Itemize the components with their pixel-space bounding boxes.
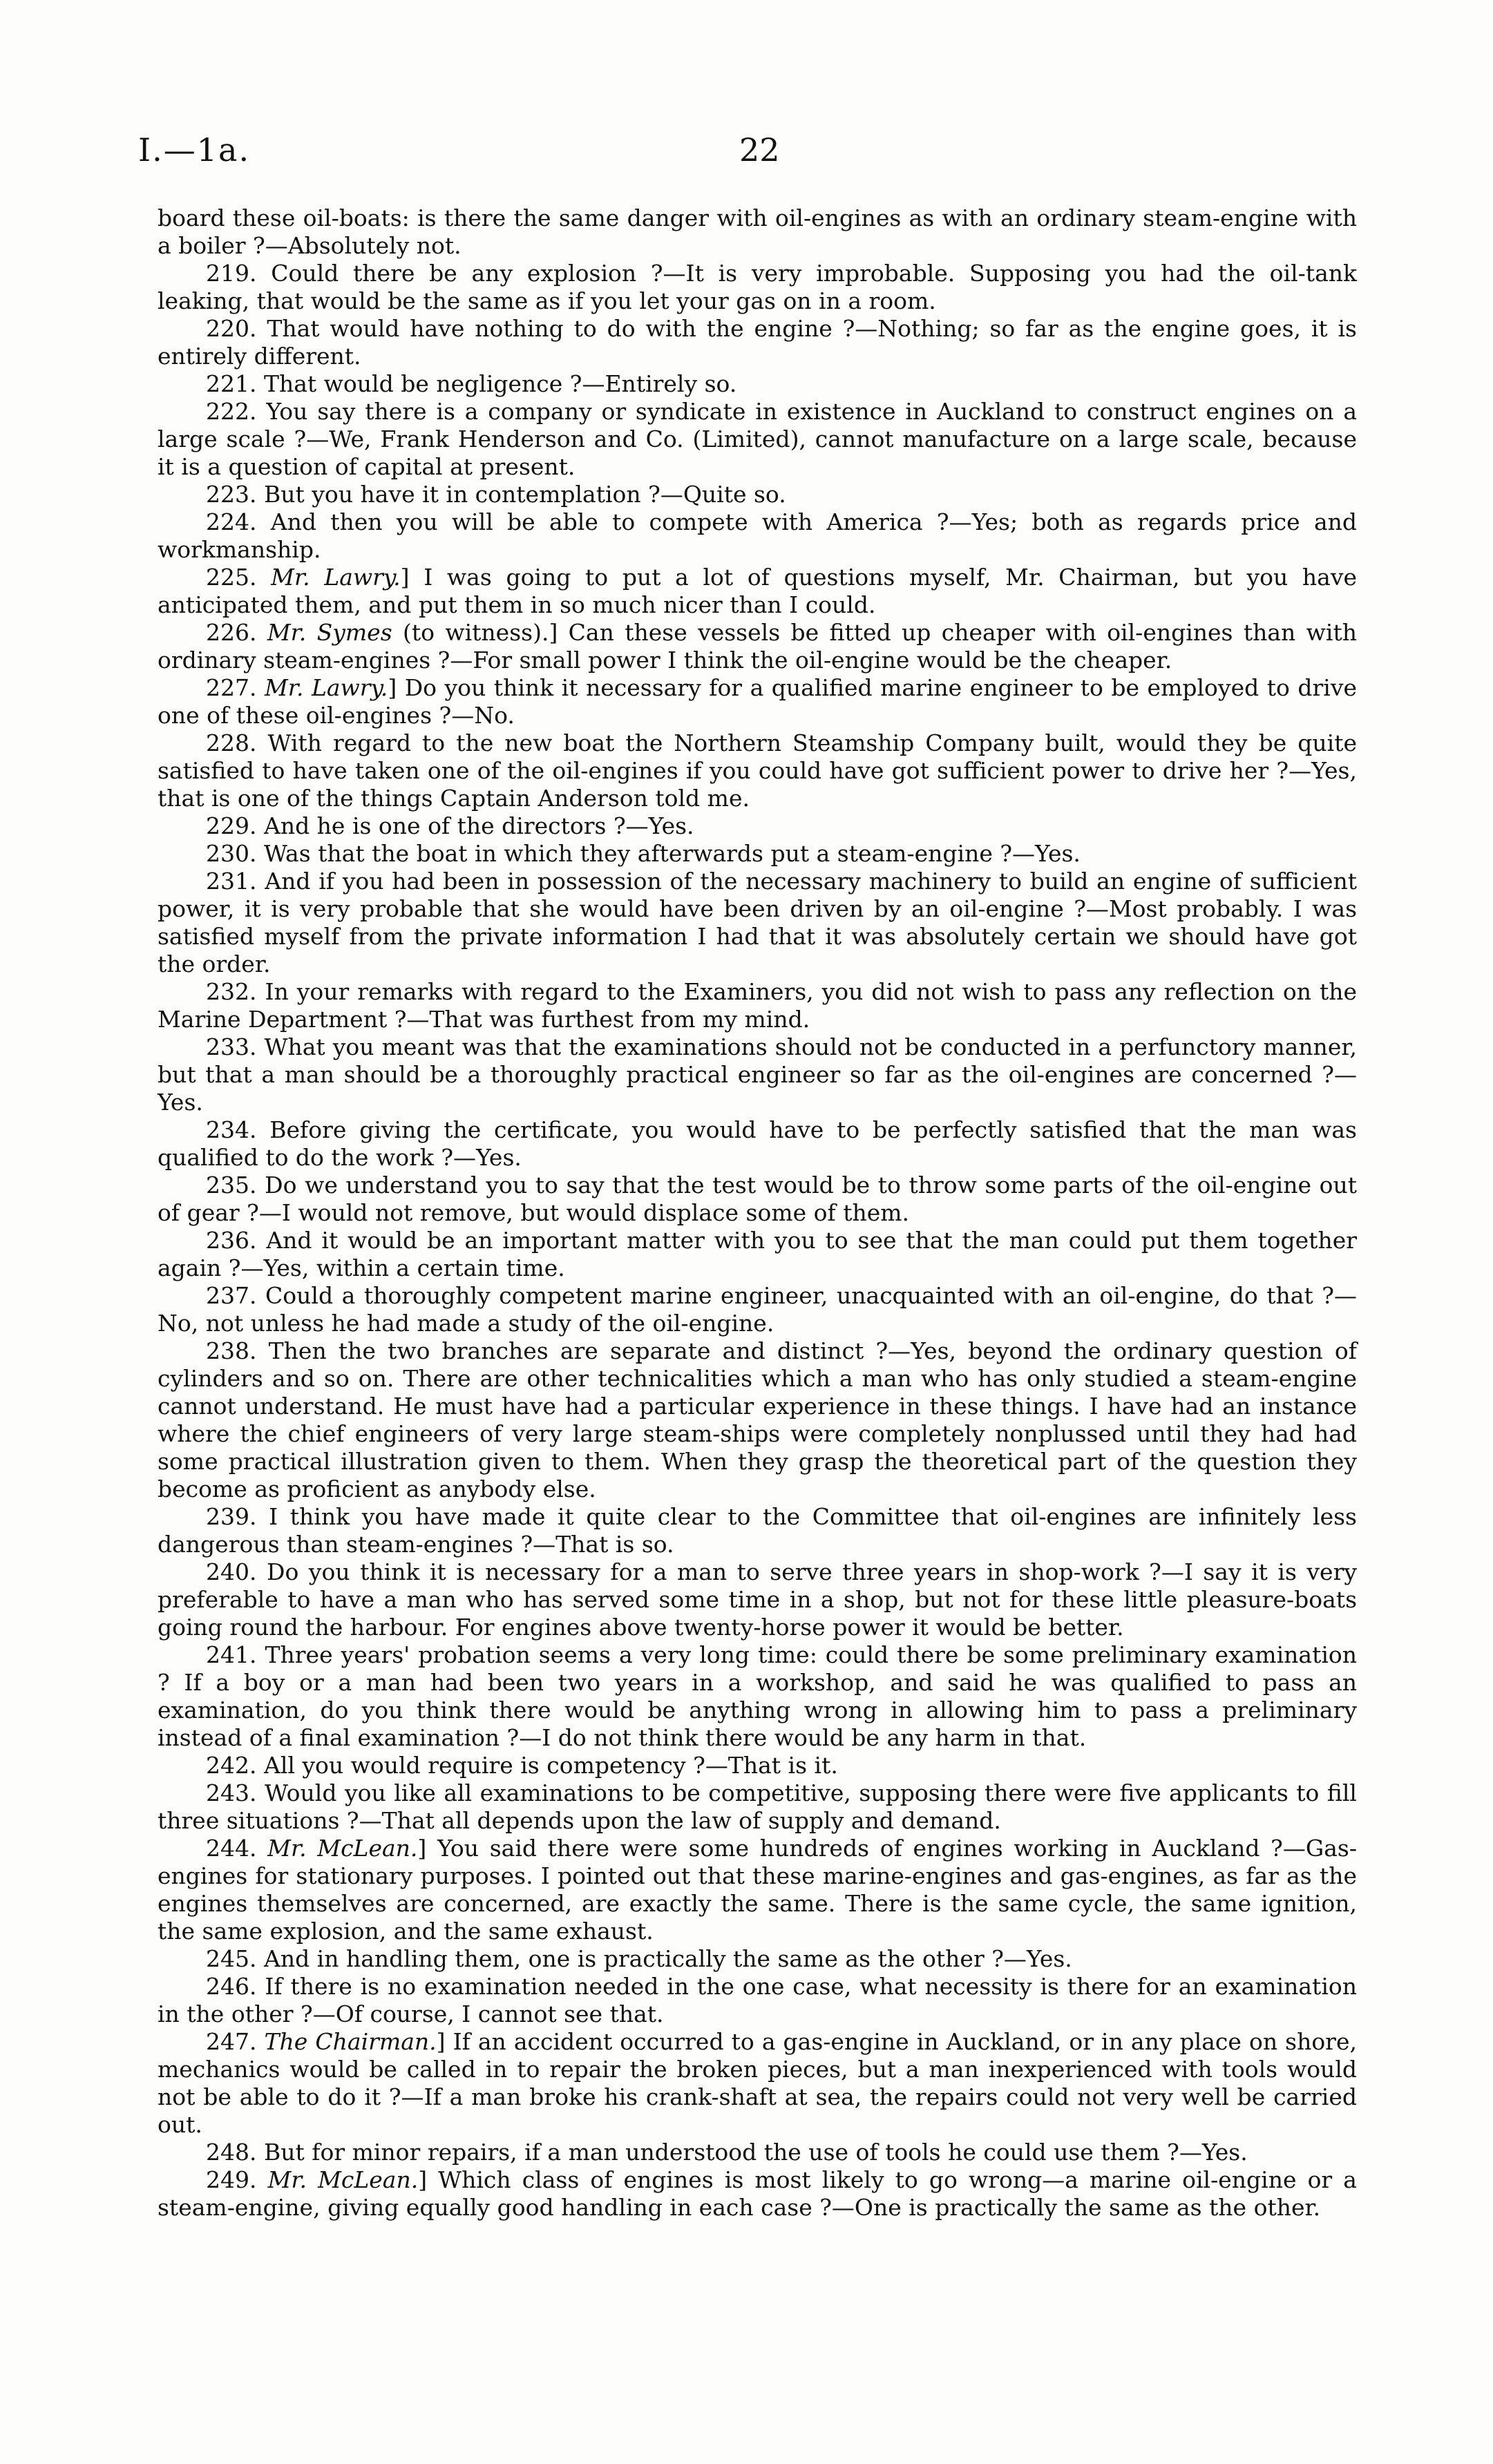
question-number: 223.	[206, 481, 257, 508]
qa-paragraph	[158, 1172, 1357, 1227]
qa-paragraph	[158, 481, 1357, 508]
qa-paragraph	[158, 1752, 1357, 1779]
question-answer-text: Which class of engines is most likely to go wrong—a marine oil-engine or a steam-engine, giving equally good handling in each case ?—One is practically the same as the other.	[158, 2166, 1357, 2221]
question-number: 234.	[206, 1116, 257, 1143]
qa-paragraph	[158, 978, 1357, 1033]
speaker-name: Mr. McLean.	[267, 1835, 418, 1862]
qa-paragraph	[158, 1282, 1357, 1337]
question-number: 240.	[206, 1558, 257, 1585]
question-number: 232.	[206, 978, 257, 1005]
question-answer-text: If an accident occurred to a gas-engine in Auckland, or in any place on shore, mechanics would be called in to repair the broken pieces, but a man inexperienced with tools would not be able to do it ?—If a man broke his crank-shaft at sea, the repairs could not very well be carried out.	[158, 2028, 1357, 2138]
question-number: 247.	[206, 2028, 257, 2055]
question-answer-text: What you meant was that the examinations should not be conducted in a perfunctory manner, but that a man should be a thoroughly practical engineer so far as the oil-engines are concerned ?—Yes.	[158, 1033, 1357, 1116]
qa-paragraph	[158, 508, 1357, 564]
qa-paragraph: 227. Mr. Lawry.] Do you think it necessary for a qualified marine engineer to be employed to drive one of these oil-engines ?—No.	[158, 674, 1357, 729]
question-number: 227.	[206, 674, 257, 701]
qa-paragraph	[158, 1227, 1357, 1282]
question-answer-text: In your remarks with regard to the Examiners, you did not wish to pass any reflection on the Marine Department ?—That was furthest from my mind.	[158, 978, 1357, 1033]
question-answer-text: Was that the boat in which they afterwards put a steam-engine ?—Yes.	[263, 840, 1081, 867]
question-answer-text: With regard to the new boat the Northern Steamship Company built, would they be quite satisfied to have taken one of the oil-engines if you could have got sufficient power to drive her ?—Yes, that is one of the things Captain Anderson told me.	[158, 729, 1357, 812]
qa-paragraph	[158, 1945, 1357, 1973]
qa-paragraph	[158, 370, 1357, 398]
question-answer-text: Could there be any explosion ?—It is very improbable. Supposing you had the oil-tank leaking, that would be the same as if you let your gas on in a room.	[158, 260, 1357, 314]
continued-paragraph: board these oil-boats: is there the same danger with oil-engines as with an ordinary steam-engine with a boiler ?—Absolutely not.	[158, 204, 1357, 259]
speaker-name: Mr. Lawry.	[265, 674, 388, 701]
question-answer-text: Then the two branches are separate and distinct ?—Yes, beyond the ordinary question of cylinders and so on. There are other technicalities which a man who has only studied a steam-engine cannot understand. He must have had a particular experience in these things. I have had an instance where the chief engineers of very large steam-ships were completely nonplussed until they had had some practical illustration given to them. When they grasp the theoretical part of the question they become as proficient as anybody else.	[158, 1337, 1357, 1502]
qa-paragraph: 225. Mr. Lawry.] I was going to put a lot of questions myself, Mr. Chairman, but you have anticipated them, and put them in so much nicer than I could.	[158, 564, 1357, 618]
question-answer-text: Do you think it necessary for a qualified marine engineer to be employed to drive one of these oil-engines ?—No.	[158, 674, 1357, 729]
question-number: 231.	[206, 868, 257, 895]
qa-paragraph	[158, 260, 1357, 315]
speaker-name: Mr. Symes	[267, 619, 392, 646]
qa-paragraph: 244. Mr. McLean.] You said there were some hundreds of engines working in Auckland ?—Gas-engines for stationary purposes. I pointed out that these marine-engines and gas-engines, as far as the engines themselves are concerned, are exactly the same. There is the same cycle, the same ignition, the same explosion, and the same exhaust.	[158, 1835, 1357, 1945]
question-number: 243.	[206, 1779, 257, 1806]
page-number: 22	[739, 131, 780, 169]
question-number: 220.	[206, 315, 257, 342]
speaker-name: The Chairman.	[264, 2028, 437, 2055]
question-answer-text: And if you had been in possession of the necessary machinery to build an engine of sufficient power, it is very probable that she would have been driven by an oil-engine ?—Most probably. I was satisfied myself from the private information I had that it was absolutely certain we should have got the order.	[158, 868, 1357, 977]
question-number: 229.	[206, 812, 257, 839]
qa-paragraph: 249. Mr. McLean.] Which class of engines is most likely to go wrong—a marine oil-engine or a steam-engine, giving equally good handling in each case ?—One is practically the same as the other.	[158, 2166, 1357, 2221]
question-answer-text: (to witness).] Can these vessels be fitted up cheaper with oil-engines than with ordinary steam-engines ?—For small power I think the oil-engine would be the cheaper.	[158, 619, 1357, 674]
qa-paragraph	[158, 1503, 1357, 1558]
qa-paragraph	[158, 1558, 1357, 1641]
speaker-name: Mr. Lawry.	[271, 564, 401, 591]
qa-paragraph	[158, 729, 1357, 812]
qa-paragraph	[158, 1641, 1357, 1752]
question-answer-text: Three years' probation seems a very long time: could there be some preliminary examination ? If a boy or a man had been two years in a workshop, and said he was qualified to pass an examination, do you think there would be anything wrong in allowing him to pass a preliminary instead of a final examination ?—I do not think there would be any harm in that.	[158, 1641, 1357, 1751]
question-answer-text: And he is one of the directors ?—Yes.	[263, 812, 694, 839]
question-answer-text: Do you think it is necessary for a man to serve three years in shop-work ?—I say it is very preferable to have a man who has served some time in a shop, but not for these little pleasure-boats going round the harbour. For engines above twenty-horse power it would be better.	[158, 1558, 1357, 1641]
page-header	[138, 131, 1355, 180]
qa-paragraph	[158, 619, 1357, 674]
question-answer-text: And it would be an important matter with you to see that the man could put them together again ?—Yes, within a certain time.	[158, 1227, 1358, 1281]
question-answer-text: But you have it in contemplation ?—Quite so.	[263, 481, 786, 508]
question-number: 230.	[206, 840, 257, 867]
question-number: 219.	[206, 260, 257, 287]
question-number: 248.	[206, 2139, 257, 2166]
question-number: 249.	[206, 2166, 257, 2193]
question-number: 242.	[206, 1752, 257, 1779]
question-number: 236.	[206, 1227, 257, 1254]
question-number: 222.	[206, 398, 257, 425]
qa-paragraph	[158, 398, 1357, 481]
qa-paragraph	[158, 1033, 1357, 1116]
qa-paragraph	[158, 868, 1357, 978]
question-number: 237.	[206, 1282, 257, 1309]
qa-paragraph	[158, 2139, 1357, 2166]
question-answer-text: Could a thoroughly competent marine engineer, unacquainted with an oil-engine, do that ?—No, not unless he had made a study of the oil-engine.	[158, 1282, 1357, 1337]
question-answer-text: If there is no examination needed in the one case, what necessity is there for an examination in the other ?—Of course, I cannot see that.	[158, 1973, 1357, 2027]
question-number: 244.	[206, 1835, 257, 1862]
question-answer-text: Would you like all examinations to be competitive, supposing there were five applicants to fill three situations ?—That all depends upon the law of supply and demand.	[158, 1779, 1357, 1834]
question-answer-text: That would have nothing to do with the engine ?—Nothing; so far as the engine goes, it is entirely different.	[158, 315, 1357, 370]
question-answer-text: I think you have made it quite clear to the Committee that oil-engines are infinitely less dangerous than steam-engines ?—That is so.	[158, 1503, 1357, 1558]
question-answer-text: All you would require is competency ?—That is it.	[263, 1752, 838, 1779]
qa-paragraph	[158, 1973, 1357, 2028]
question-answer-text: I was going to put a lot of questions myself, Mr. Chairman, but you have anticipated them, and put them in so much nicer than I could.	[158, 564, 1357, 618]
question-answer-text: That would be negligence ?—Entirely so.	[263, 370, 737, 397]
question-answer-text: And then you will be able to compete with America ?—Yes; both as regards price and workmanship.	[158, 508, 1357, 563]
question-answer-text: Before giving the certificate, you would have to be perfectly satisfied that the man was qualified to do the work ?—Yes.	[158, 1116, 1357, 1171]
question-number: 224.	[206, 508, 257, 535]
evidence-text	[158, 204, 1357, 2222]
question-number: 233.	[206, 1033, 257, 1060]
question-answer-text: Do we understand you to say that the test would be to throw some parts of the oil-engine out of gear ?—I would not remove, but would displace some of them.	[158, 1172, 1357, 1226]
question-answer-text: But for minor repairs, if a man understood the use of tools he could use them ?—Yes.	[263, 2139, 1248, 2166]
question-number: 238.	[206, 1337, 257, 1364]
question-number: 225.	[206, 564, 257, 591]
question-answer-text: You said there were some hundreds of engines working in Auckland ?—Gas-engines for stationary purposes. I pointed out that these marine-engines and gas-engines, as far as the engines themselves are concerned, are exactly the same. There is the same cycle, the same ignition, the same explosion, and the same exhaust.	[158, 1835, 1357, 1945]
qa-paragraph	[158, 1779, 1357, 1835]
question-number: 228.	[206, 729, 257, 756]
question-number: 241.	[206, 1641, 257, 1668]
qa-paragraph	[158, 812, 1357, 840]
question-number: 246.	[206, 1973, 257, 2000]
document-reference: I.—1a.	[138, 131, 251, 169]
qa-paragraph	[158, 315, 1357, 370]
qa-paragraph	[158, 1116, 1357, 1172]
question-number: 226.	[206, 619, 257, 646]
question-number: 239.	[206, 1503, 257, 1530]
qa-paragraph	[158, 840, 1357, 868]
qa-paragraph	[158, 1337, 1357, 1503]
qa-paragraph: 247. The Chairman.] If an accident occurred to a gas-engine in Auckland, or in any place on shore, mechanics would be called in to repair the broken pieces, but a man inexperienced with tools would not be able to do it ?—If a man broke his crank-shaft at sea, the repairs could not very well be carried out.	[158, 2028, 1357, 2138]
question-number: 221.	[206, 370, 257, 397]
question-answer-text: You say there is a company or syndicate in existence in Auckland to construct engines on a large scale ?—We, Frank Henderson and Co. (Limited), cannot manufacture on a large scale, because it is a question of capital at present.	[158, 398, 1358, 480]
question-number: 235.	[206, 1172, 257, 1198]
question-answer-text: And in handling them, one is practically the same as the other ?—Yes.	[263, 1945, 1072, 1972]
speaker-name: Mr. McLean.	[267, 2166, 419, 2193]
question-number: 245.	[206, 1945, 257, 1972]
